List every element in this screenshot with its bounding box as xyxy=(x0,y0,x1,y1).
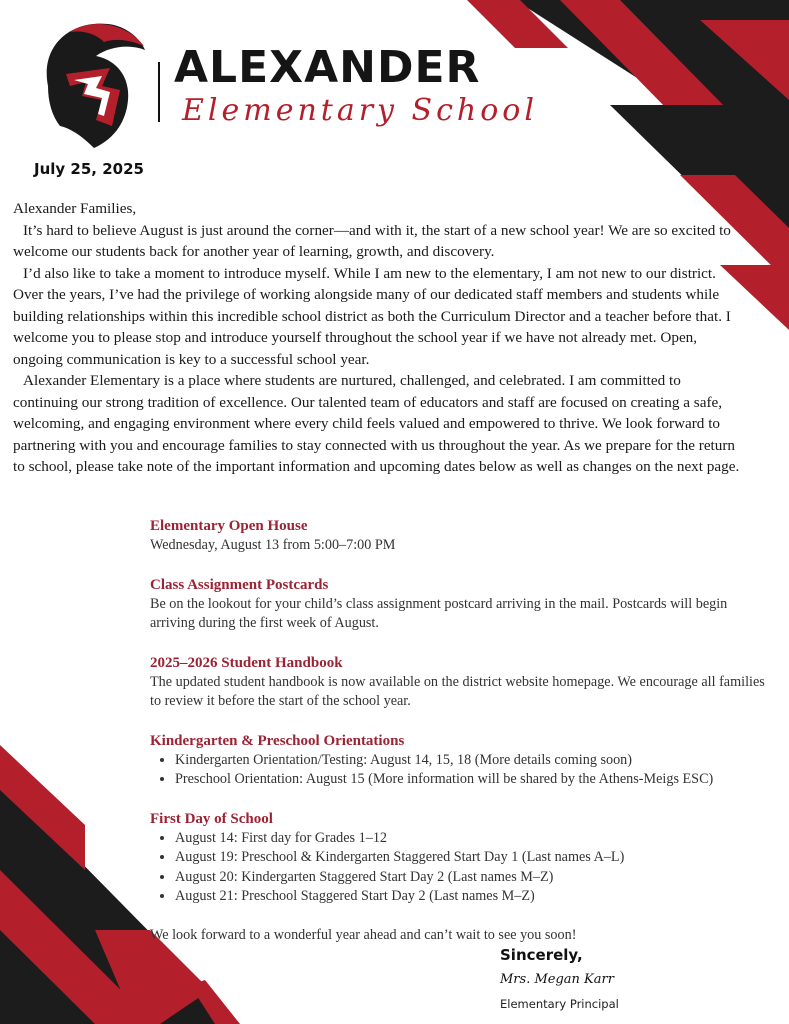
section-title: Elementary Open House xyxy=(150,518,308,534)
greeting: Alexander Families, xyxy=(13,200,137,217)
postcards-section xyxy=(150,575,775,634)
section-title: Class Assignment Postcards xyxy=(150,576,329,593)
letter-date: July 25, 2025 xyxy=(34,160,144,178)
section-text: Wednesday, August 13 from 5:00–7:00 PM xyxy=(150,537,396,553)
spartan-helmet-logo xyxy=(30,16,150,151)
orientations-section xyxy=(150,731,775,790)
section-text: The updated student handbook is now available on the district website homepage. We encourage all families to review it before the start of the school year. xyxy=(150,673,765,709)
header-divider xyxy=(158,62,160,122)
signature-block xyxy=(500,946,619,1011)
section-title: 2025–2026 Student Handbook xyxy=(150,654,343,671)
section-text: Be on the lookout for your child’s class assignment postcard arriving in the mail. Postcards will begin arriving during the first week of August. xyxy=(150,595,728,631)
info-sections xyxy=(150,516,775,945)
closing-line: We look forward to a wonderful year ahead and can’t wait to see you soon! xyxy=(150,926,577,943)
paragraph: It’s hard to believe August is just around the corner—and with it, the start of a new school year! We are so excited to welcome our students back for another year of learning, growth, and discovery. xyxy=(13,221,731,260)
signature: Mrs. Megan Karr xyxy=(500,972,614,987)
list-item: • Preschool Orientation: August 15 (More information will be shared by the Athens-Meigs ESC) xyxy=(175,770,775,790)
section-title: Kindergarten & Preschool Orientations xyxy=(150,732,405,749)
section-title: First Day of School xyxy=(150,810,273,827)
open-house-section xyxy=(150,516,775,556)
list-item: • August 20: Kindergarten Staggered Start Day 2 (Last names M–Z) xyxy=(175,868,775,888)
first-day-list xyxy=(150,829,775,907)
paragraph: I’d also like to take a moment to introduce myself. While I am new to the elementary, I am not new to our district. Over the years, I’ve had the privilege of working alongside many of our dedicated staff members and students while building relationships within this incredible school district as both the Curriculum Director and a teacher before that. I welcome you to please stop and introduce yourself throughout the school year if we have not already met. Open, ongoing communication is key to a successful school year. xyxy=(13,264,731,368)
handbook-section xyxy=(150,653,775,712)
list-item: • August 14: First day for Grades 1–12 xyxy=(175,829,775,849)
school-subtitle: Elementary School xyxy=(182,93,538,128)
orientations-list xyxy=(150,751,775,790)
list-item: • August 21: Preschool Staggered Start Day 2 (Last names M–Z) xyxy=(175,887,775,907)
signer-title: Elementary Principal xyxy=(500,997,619,1011)
list-item: • August 19: Preschool & Kindergarten Staggered Start Day 1 (Last names A–L) xyxy=(175,848,775,868)
school-name: ALEXANDER xyxy=(174,42,481,93)
sincerely: Sincerely, xyxy=(500,946,583,964)
letter-body xyxy=(13,198,743,478)
paragraph: Alexander Elementary is a place where students are nurtured, challenged, and celebrated. I am committed to continuing our strong tradition of excellence. Our talented team of educators and staff are focused on creating a safe, welcoming, and engaging environment where every child feels valued and empowered to thrive. We look forward to partnering with you and encourage families to stay connected with us throughout the year. As we prepare for the return to school, please take note of the important information and upcoming dates below as well as changes on the next page. xyxy=(13,372,740,475)
list-item: • Kindergarten Orientation/Testing: August 14, 15, 18 (More details coming soon) xyxy=(175,751,775,771)
first-day-section xyxy=(150,809,775,907)
